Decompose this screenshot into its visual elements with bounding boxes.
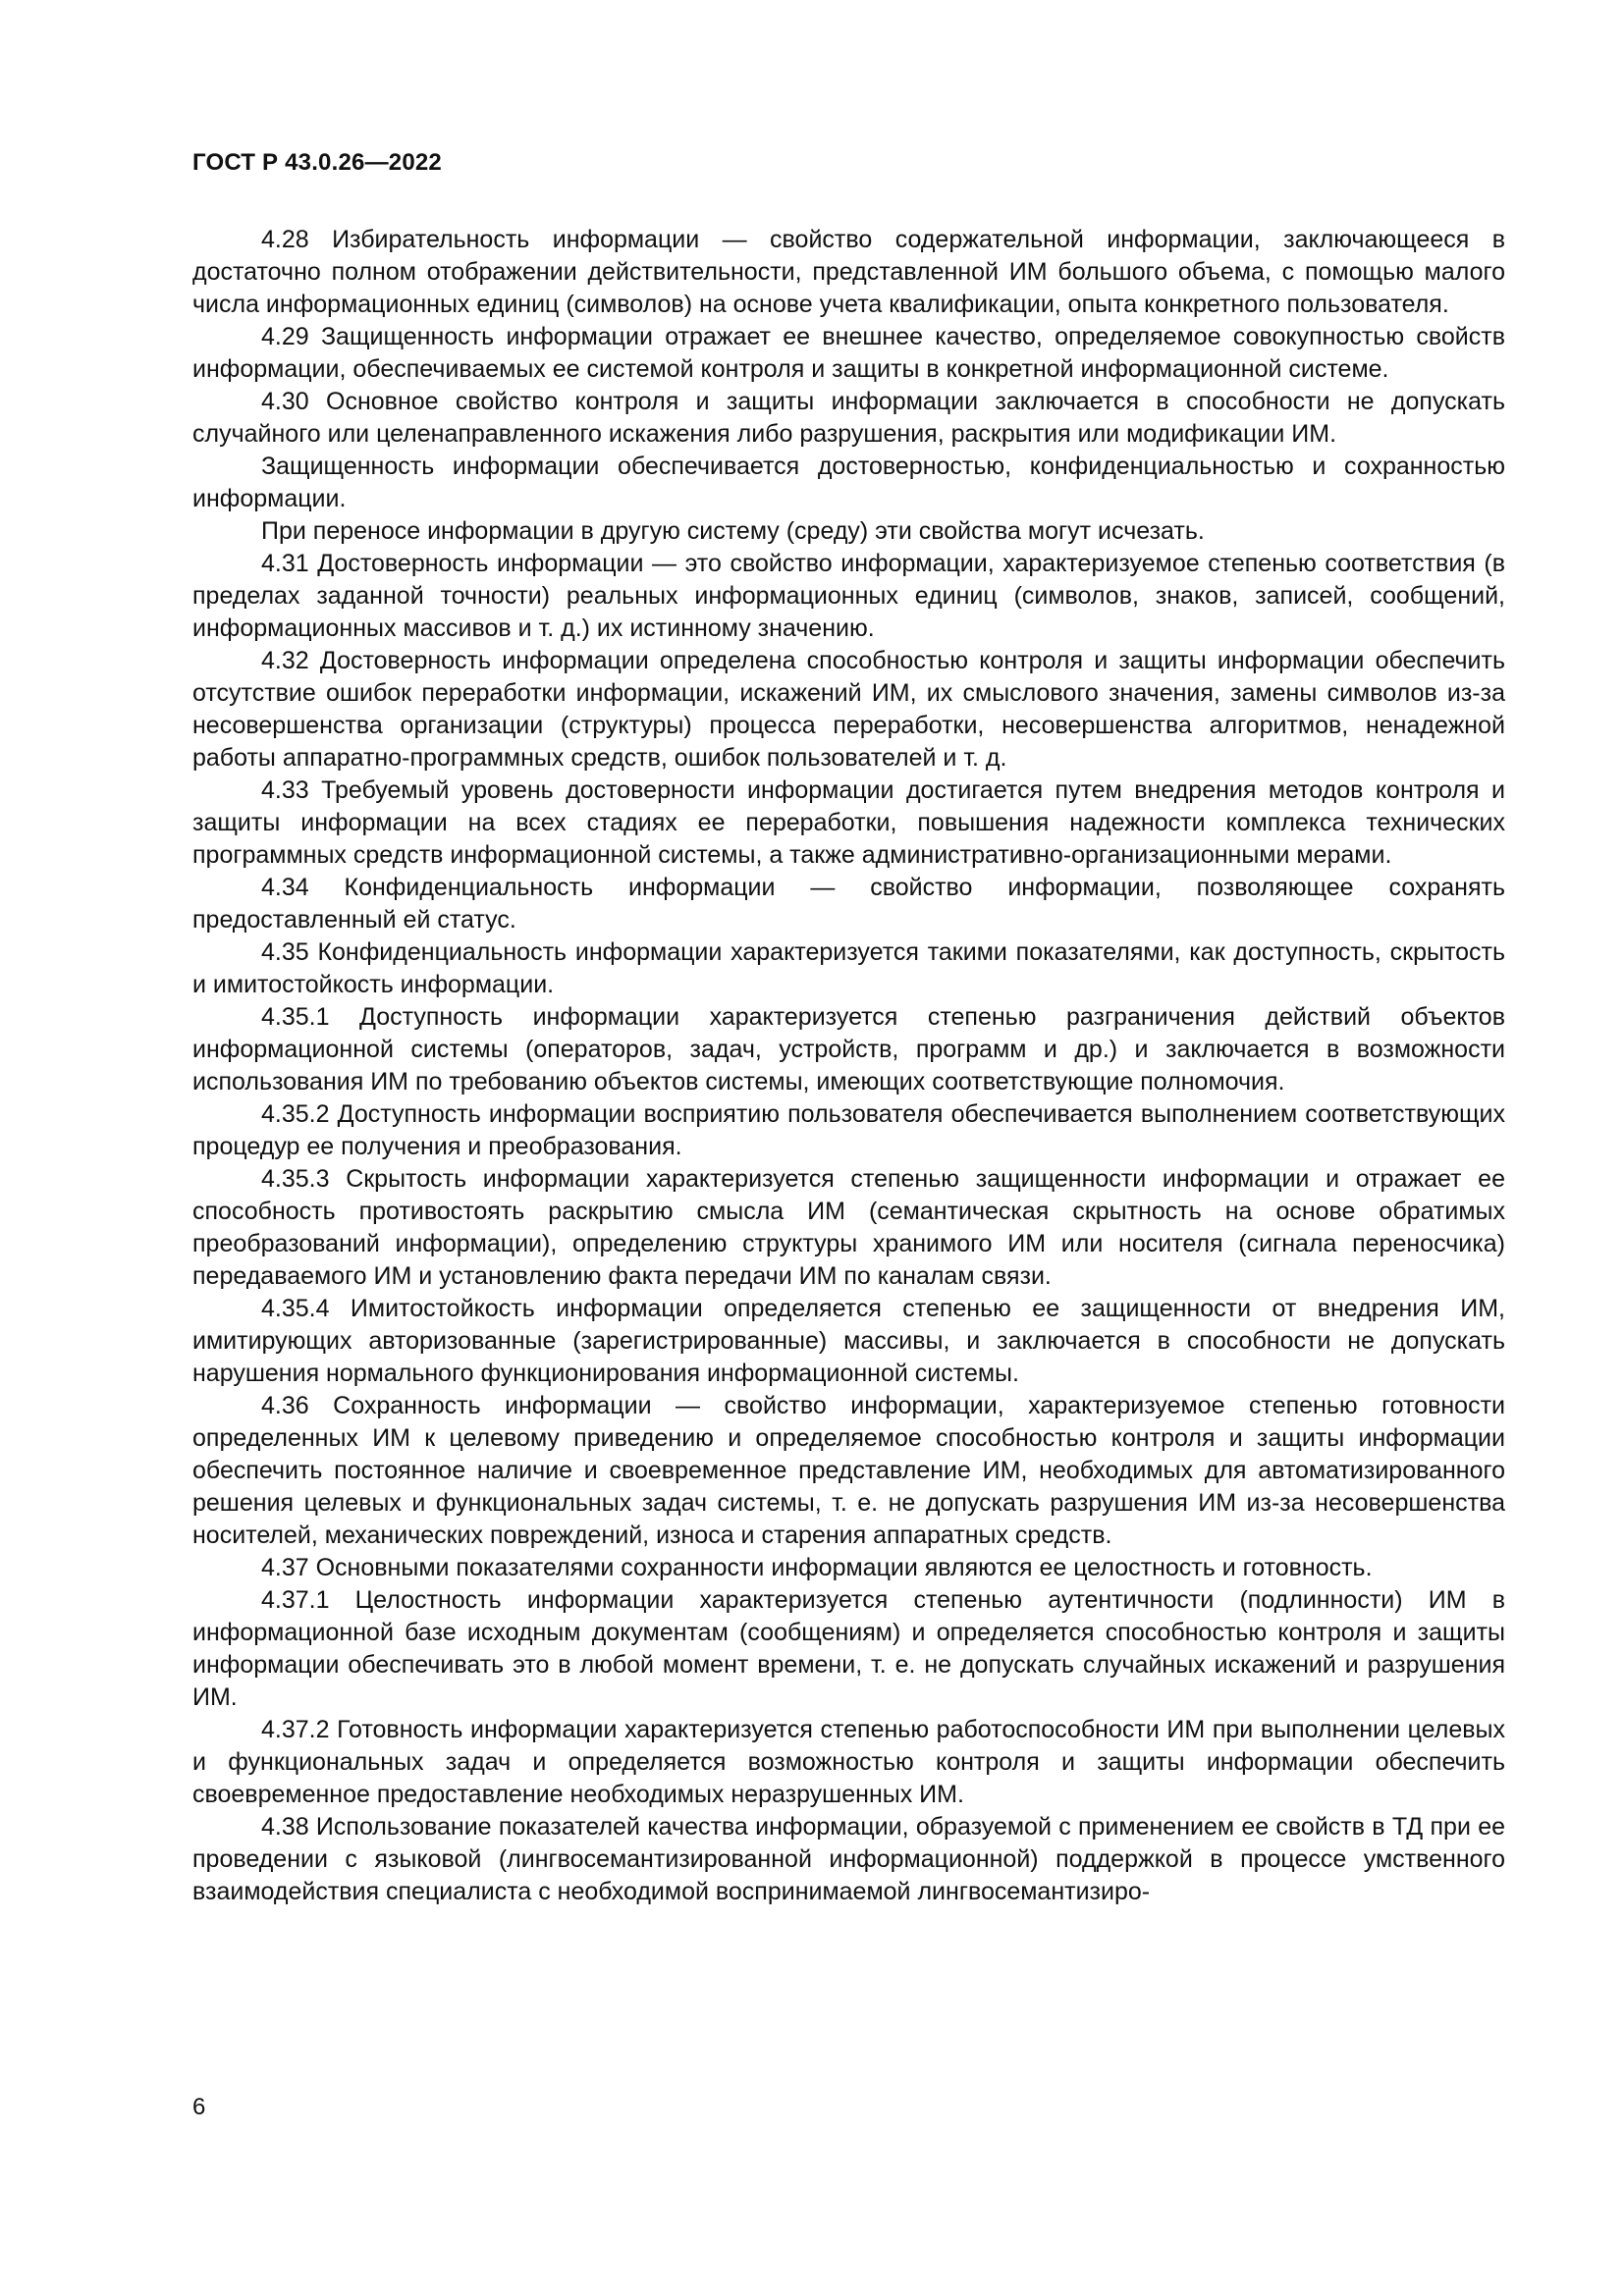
paragraph-4-34: 4.34 Конфиденциальность информации — свойство информации, позволяющее сохранять предоставленный ей статус. bbox=[192, 874, 1505, 934]
paragraph-4-31: 4.31 Достоверность информации — это свойство информации, характеризуемое степенью соответствия (в пределах заданной точности) реальных информационных единиц (символов, знаков, записей, сообщений, информационных массивов и т. д.) их истинному значению. bbox=[192, 550, 1505, 642]
paragraph-4-30: 4.30 Основное свойство контроля и защиты информации заключается в способности не допускать случайного или целенаправленного искажения либо разрушения, раскрытия или модификации ИМ. bbox=[192, 388, 1505, 448]
document-header: ГОСТ Р 43.0.26—2022 bbox=[192, 149, 442, 176]
paragraph-4-37: 4.37 Основными показателями сохранности информации являются ее целостность и готовность. bbox=[261, 1554, 1373, 1581]
paragraph-4-32: 4.32 Достоверность информации определена способностью контроля и защиты информации обеспечить отсутствие ошибок переработки информации, искажений ИМ, их смыслового значения, замены символов из-за несовершенства организации (структуры) процесса переработки, несовершенства алгоритмов, ненадежной работы аппаратно-программных средств, ошибок пользователей и т. д. bbox=[192, 647, 1505, 772]
paragraph-4-29: 4.29 Защищенность информации отражает ее внешнее качество, определяемое совокупностью свойств информации, обеспечиваемых ее системой контроля и защиты в конкретной информационной системе. bbox=[192, 323, 1505, 383]
paragraph-4-28: 4.28 Избирательность информации — свойство содержательной информации, заключающееся в достаточно полном отображении действительности, представленной ИМ большого объема, с помощью малого числа информационных единиц (символов) на основе учета квалификации, опыта конкретного пользователя. bbox=[192, 226, 1505, 318]
page-number: 6 bbox=[192, 2094, 206, 2120]
paragraph-4-30-protection: Защищенность информации обеспечивается достоверностью, конфиденциальностью и сохранностью информации. bbox=[192, 453, 1505, 512]
paragraph-4-37-1: 4.37.1 Целостность информации характеризуется степенью аутентичности (подлинности) ИМ в информационной базе исходным документам (сообщениям) и определяется способностью контроля и защиты информации обеспечивать это в любой момент времени, т. е. не допускать случайных искажений и разрушения ИМ. bbox=[192, 1586, 1505, 1711]
paragraph-4-30-transfer: При переносе информации в другую систему (среду) эти свойства могут исчезать. bbox=[261, 517, 1205, 545]
paragraph-4-37-2: 4.37.2 Готовность информации характеризуется степенью работоспособности ИМ при выполнении целевых и функциональных задач и определяется возможностью контроля и защиты информации обеспечить своевременное предоставление необходимых неразрушенных ИМ. bbox=[192, 1716, 1505, 1808]
paragraph-4-35-4: 4.35.4 Имитостойкость информации определяется степенью ее защищенности от внедрения ИМ, имитирующих авторизованные (зарегистрированные) массивы, и заключается в способности не допускать нарушения нормального функционирования информационной системы. bbox=[192, 1295, 1505, 1387]
paragraph-4-35-3: 4.35.3 Скрытость информации характеризуется степенью защищенности информации и отражает ее способность противостоять раскрытию смысла ИМ (семантическая скрытность на основе обратимых преобразований информации), определению структуры хранимого ИМ или носителя (сигнала переносчика) передаваемого ИМ и установлению факта передачи ИМ по каналам связи. bbox=[192, 1165, 1505, 1290]
paragraph-4-35-2: 4.35.2 Доступность информации восприятию пользователя обеспечивается выполнением соответствующих процедур ее получения и преобразования. bbox=[192, 1100, 1505, 1160]
paragraph-4-35-1: 4.35.1 Доступность информации характеризуется степенью разграничения действий объектов информационной системы (операторов, задач, устройств, программ и др.) и заключается в возможности использования ИМ по требованию объектов системы, имеющих соответствующие полномочия. bbox=[192, 1003, 1505, 1095]
paragraph-4-36: 4.36 Сохранность информации — свойство информации, характеризуемое степенью готовности определенных ИМ к целевому приведению и определяемое способностью контроля и защиты информации обеспечить постоянное наличие и своевременное представление ИМ, необходимых для автоматизированного решения целевых и функциональных задач системы, т. е. не допускать разрушения ИМ из-за несовершенства носителей, механических повреждений, износа и старения аппаратных средств. bbox=[192, 1392, 1505, 1549]
paragraph-4-33: 4.33 Требуемый уровень достоверности информации достигается путем внедрения методов контроля и защиты информации на всех стадиях ее переработки, повышения надежности комплекса технических программных средств информационной системы, а также административно-организационными мерами. bbox=[192, 776, 1505, 869]
document-body bbox=[192, 224, 1505, 1908]
paragraph-4-38: 4.38 Использование показателей качества информации, образуемой с применением ее свойств в ТД при ее проведении с языковой (лингвосемантизированной информационной) поддержкой в процессе умственного взаимодействия специалиста с необходимой воспринимаемой лингвосемантизиро- bbox=[192, 1813, 1505, 1905]
paragraph-4-35: 4.35 Конфиденциальность информации характеризуется такими показателями, как доступность, скрытость и имитостойкость информации. bbox=[192, 938, 1505, 998]
